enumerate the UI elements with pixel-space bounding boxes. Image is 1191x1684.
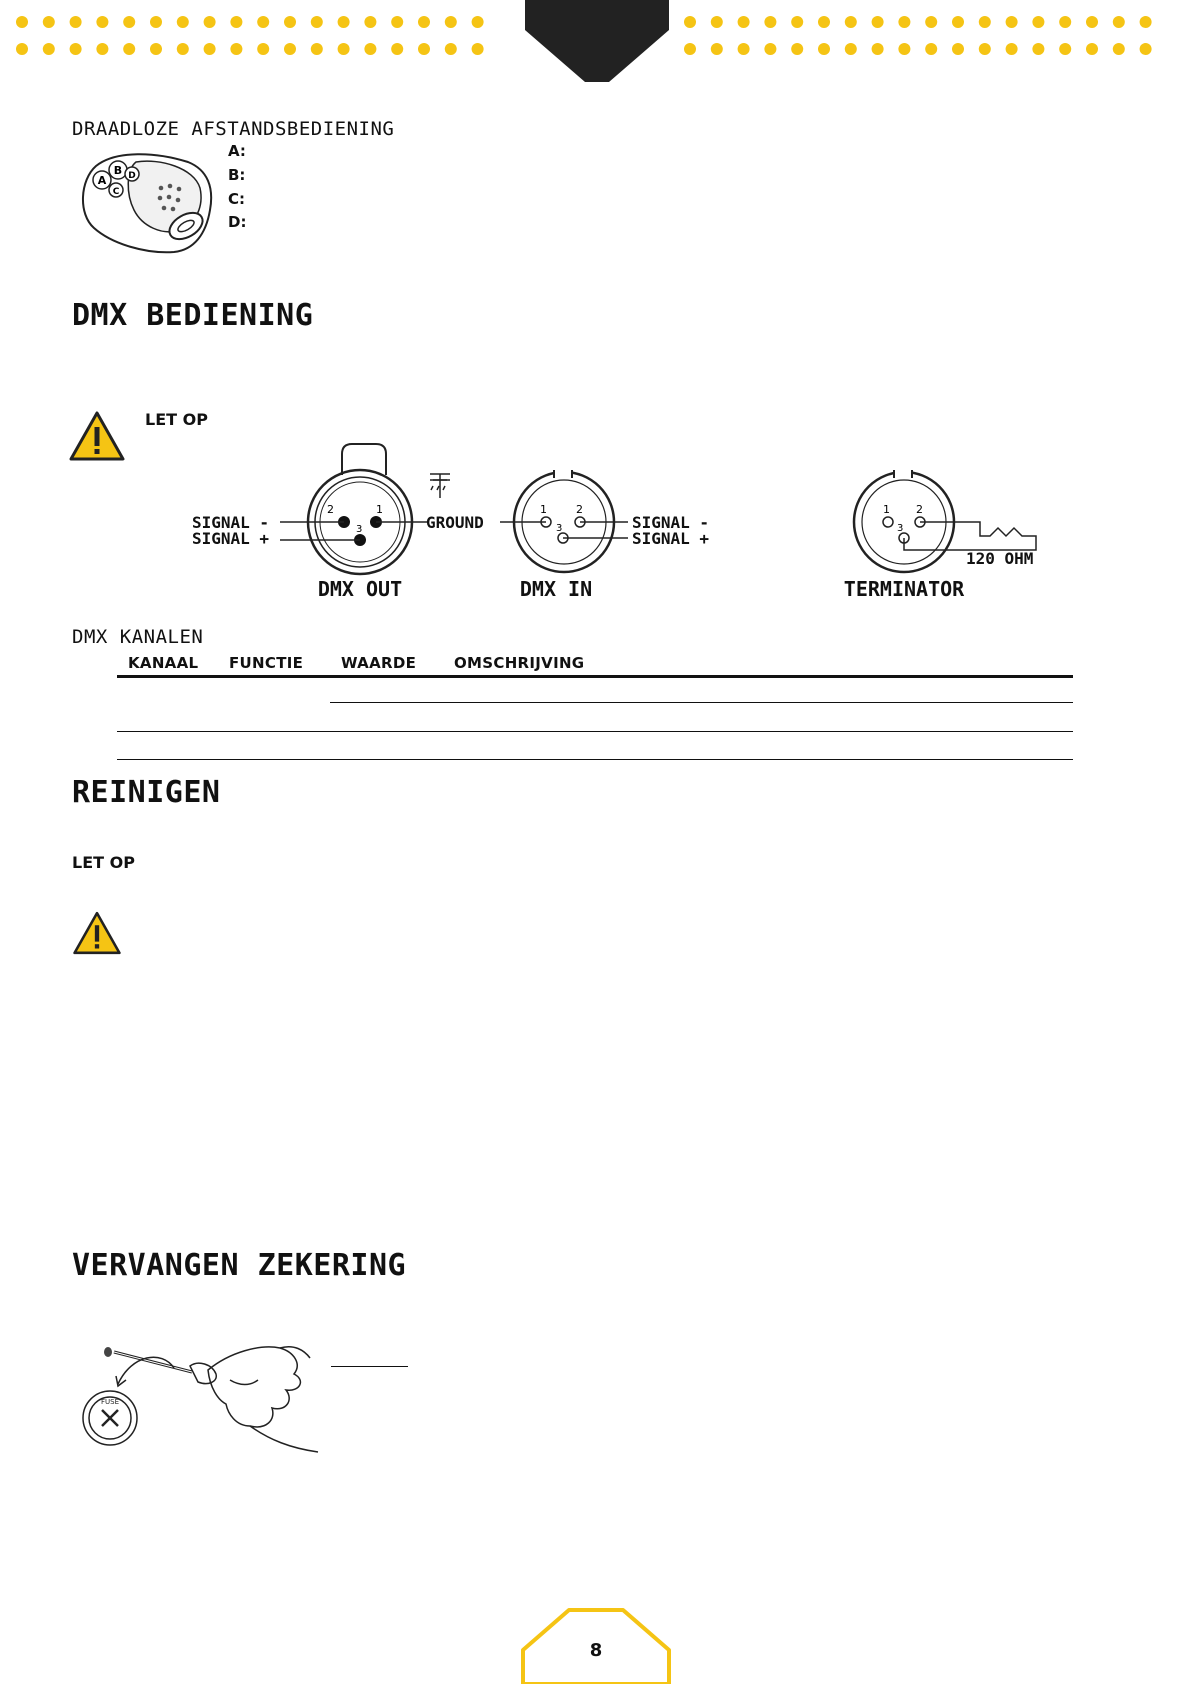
header-dot <box>204 43 216 55</box>
header-dots-right <box>684 16 1152 55</box>
header-dot <box>257 43 269 55</box>
header-dot <box>925 16 937 28</box>
header-dot <box>204 16 216 28</box>
ground-label: GROUND <box>426 513 484 532</box>
header-dot <box>925 43 937 55</box>
header-dot <box>791 43 803 55</box>
header-dot <box>445 43 457 55</box>
header-dot <box>818 16 830 28</box>
header-decoration <box>0 0 1191 90</box>
header-dot <box>338 16 350 28</box>
cleaning-warning-label: LET OP <box>72 853 135 872</box>
header-dot <box>472 43 484 55</box>
header-dot <box>872 43 884 55</box>
header-dot <box>979 43 991 55</box>
out-pin-3: 3 <box>356 524 363 535</box>
term-pin-2: 2 <box>916 503 923 516</box>
remote-button-a: A <box>97 174 107 187</box>
header-dot <box>898 43 910 55</box>
remote-key-d: D: <box>228 213 247 231</box>
header-dot <box>43 16 55 28</box>
dmx-heading: DMX BEDIENING <box>72 298 314 333</box>
warning-icon <box>68 410 126 462</box>
page-number: 8 <box>589 1640 603 1661</box>
fuse-label-line <box>331 1366 408 1367</box>
header-dot <box>1059 43 1071 55</box>
header-dot <box>1086 43 1098 55</box>
header-dot <box>445 16 457 28</box>
header-dot <box>818 43 830 55</box>
header-dot <box>1113 43 1125 55</box>
header-dot <box>472 16 484 28</box>
header-dot <box>979 16 991 28</box>
table-header-rule <box>117 675 1073 678</box>
header-dot <box>1140 43 1152 55</box>
header-dot <box>684 43 696 55</box>
header-dot <box>1006 43 1018 55</box>
remote-key-a: A: <box>228 142 246 160</box>
header-dot <box>284 16 296 28</box>
column-header-waarde: WAARDE <box>341 654 417 672</box>
header-dot <box>1006 16 1018 28</box>
header-dot <box>684 16 696 28</box>
column-header-omschrijving: OMSCHRIJVING <box>454 654 585 672</box>
in-pin-1: 1 <box>540 503 547 516</box>
header-dot <box>738 43 750 55</box>
column-header-kanaal: KANAAL <box>128 654 199 672</box>
in-signal-minus-label: SIGNAL - <box>632 513 710 532</box>
header-dot <box>391 16 403 28</box>
header-dot <box>1059 16 1071 28</box>
out-pin-1: 1 <box>376 503 383 516</box>
header-dot <box>96 16 108 28</box>
header-dot <box>70 16 82 28</box>
header-dot <box>16 43 28 55</box>
remote-key-c: C: <box>228 190 246 208</box>
header-dot <box>418 43 430 55</box>
header-dot <box>872 16 884 28</box>
header-dot <box>1140 16 1152 28</box>
header-dot <box>1113 16 1125 28</box>
header-dot <box>764 16 776 28</box>
table-bottom-rule <box>117 759 1073 760</box>
header-dot <box>845 16 857 28</box>
header-dot <box>391 43 403 55</box>
in-pin-2: 2 <box>576 503 583 516</box>
header-dot <box>338 43 350 55</box>
header-dot <box>711 16 723 28</box>
remote-control-image <box>76 148 216 258</box>
fuse-replacement-image <box>80 1340 320 1460</box>
column-header-functie: FUNCTIE <box>229 654 304 672</box>
fuse-text: FUSE <box>100 1398 120 1406</box>
fuse-heading: VERVANGEN ZEKERING <box>72 1248 407 1283</box>
terminator-label: TERMINATOR <box>843 577 965 601</box>
table-row-divider <box>330 702 1073 703</box>
channels-heading: DMX KANALEN <box>72 626 204 648</box>
term-pin-1: 1 <box>883 503 890 516</box>
header-dot <box>418 16 430 28</box>
term-pin-3: 3 <box>897 523 904 534</box>
remote-heading: DRAADLOZE AFSTANDSBEDIENING <box>72 118 395 140</box>
out-signal-plus-label: SIGNAL + <box>192 529 270 548</box>
header-dot <box>230 43 242 55</box>
header-dot <box>150 16 162 28</box>
header-dot <box>711 43 723 55</box>
table-row-divider <box>117 731 1073 732</box>
header-dot <box>952 16 964 28</box>
header-dot <box>845 43 857 55</box>
header-dot <box>1086 16 1098 28</box>
out-signal-minus-label: SIGNAL - <box>192 513 270 532</box>
header-dot <box>364 43 376 55</box>
remote-button-d: D <box>128 171 136 181</box>
header-dot <box>1032 16 1044 28</box>
remote-button-b: B <box>113 164 123 177</box>
cleaning-heading: REINIGEN <box>72 775 221 810</box>
in-pin-3: 3 <box>556 523 563 534</box>
header-dot <box>96 43 108 55</box>
header-dot <box>150 43 162 55</box>
remote-button-c: C <box>112 187 120 197</box>
header-dot <box>364 16 376 28</box>
header-dot <box>1032 43 1044 55</box>
header-dot <box>284 43 296 55</box>
dmx-warning-label: LET OP <box>145 410 208 429</box>
header-dot <box>791 16 803 28</box>
header-dot <box>123 43 135 55</box>
dmx-in-label: DMX IN <box>519 577 593 601</box>
in-signal-plus-label: SIGNAL + <box>632 529 710 548</box>
header-dot <box>16 16 28 28</box>
header-dot <box>230 16 242 28</box>
header-dot <box>177 16 189 28</box>
remote-key-b: B: <box>228 166 246 184</box>
header-tab <box>525 0 669 82</box>
header-dot <box>952 43 964 55</box>
header-dots-left <box>16 16 484 55</box>
dmx-wiring-diagram <box>190 440 1070 610</box>
page-number-badge <box>519 1604 673 1684</box>
header-dot <box>70 43 82 55</box>
warning-icon <box>72 910 122 956</box>
out-pin-2: 2 <box>327 503 334 516</box>
header-dot <box>257 16 269 28</box>
header-dot <box>764 43 776 55</box>
dmx-out-label: DMX OUT <box>317 577 403 601</box>
header-dot <box>311 16 323 28</box>
header-dot <box>311 43 323 55</box>
header-dot <box>177 43 189 55</box>
header-dot <box>898 16 910 28</box>
header-dot <box>123 16 135 28</box>
header-dot <box>43 43 55 55</box>
header-dot <box>738 16 750 28</box>
ohm-label: 120 OHM <box>966 549 1034 568</box>
